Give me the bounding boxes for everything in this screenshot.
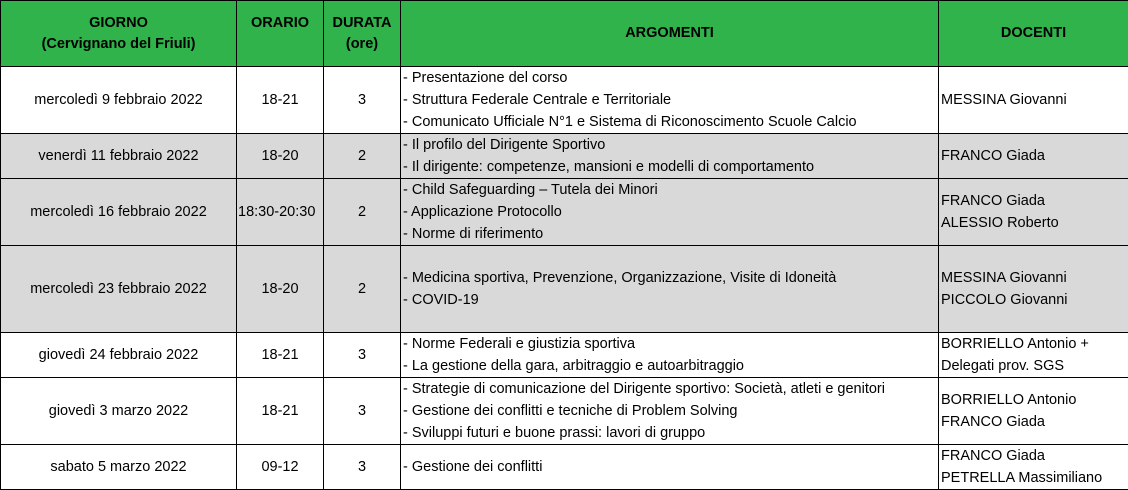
docente-line: ALESSIO Roberto	[941, 212, 1128, 234]
docente-line: PETRELLA Massimiliano	[941, 467, 1128, 489]
cell-durata: 3	[324, 445, 401, 490]
argomento-line: - COVID-19	[403, 289, 938, 311]
cell-durata: 2	[324, 134, 401, 179]
header-durata-sub: (ore)	[324, 34, 400, 55]
cell-giorno: mercoledì 23 febbraio 2022	[1, 246, 237, 333]
argomento-line: - Gestione dei conflitti e tecniche di Problem Solving	[403, 400, 938, 422]
argomento-line: - Il dirigente: competenze, mansioni e modelli di comportamento	[403, 156, 938, 178]
docente-line: BORRIELLO Antonio	[941, 389, 1128, 411]
argomento-line: - Child Safeguarding – Tutela dei Minori	[403, 179, 938, 201]
cell-argomenti	[401, 246, 939, 333]
cell-durata: 2	[324, 246, 401, 333]
header-durata-label: DURATA	[324, 13, 400, 34]
docente-line: MESSINA Giovanni	[941, 267, 1128, 289]
cell-docenti	[939, 246, 1128, 333]
argomento-line: - Applicazione Protocollo	[403, 201, 938, 223]
cell-giorno: sabato 5 marzo 2022	[1, 445, 237, 490]
argomento-line: - Il profilo del Dirigente Sportivo	[403, 134, 938, 156]
docente-line: BORRIELLO Antonio +	[941, 333, 1128, 355]
header-durata	[324, 1, 401, 67]
cell-docenti	[939, 134, 1128, 179]
cell-orario: 18-21	[237, 378, 324, 445]
argomento-line: - Norme Federali e giustizia sportiva	[403, 333, 938, 355]
cell-argomenti	[401, 333, 939, 378]
docente-line: PICCOLO Giovanni	[941, 289, 1128, 311]
cell-argomenti	[401, 445, 939, 490]
cell-argomenti	[401, 179, 939, 246]
cell-orario: 18-20	[237, 246, 324, 333]
header-argomenti: ARGOMENTI	[401, 1, 939, 67]
header-giorno-label: GIORNO	[1, 13, 236, 34]
table-row	[1, 134, 1128, 179]
docente-line: Delegati prov. SGS	[941, 355, 1128, 377]
table-row	[1, 179, 1128, 246]
header-orario: ORARIO	[237, 1, 324, 67]
table-row	[1, 67, 1128, 134]
cell-giorno: mercoledì 9 febbraio 2022	[1, 67, 237, 134]
cell-durata: 3	[324, 67, 401, 134]
argomento-line: - Gestione dei conflitti	[403, 456, 938, 478]
docente-line: FRANCO Giada	[941, 445, 1128, 467]
cell-giorno: venerdì 11 febbraio 2022	[1, 134, 237, 179]
cell-durata: 3	[324, 378, 401, 445]
header-giorno	[1, 1, 237, 67]
cell-docenti	[939, 333, 1128, 378]
header-giorno-sub: (Cervignano del Friuli)	[1, 34, 236, 55]
cell-orario: 18-21	[237, 333, 324, 378]
table-row	[1, 246, 1128, 333]
cell-docenti	[939, 179, 1128, 246]
docente-line: FRANCO Giada	[941, 190, 1128, 212]
cell-docenti	[939, 67, 1128, 134]
argomento-line: - Strategie di comunicazione del Dirigente sportivo: Società, atleti e genitori	[403, 378, 938, 400]
table-row	[1, 333, 1128, 378]
cell-giorno: mercoledì 16 febbraio 2022	[1, 179, 237, 246]
cell-docenti	[939, 378, 1128, 445]
cell-giorno: giovedì 3 marzo 2022	[1, 378, 237, 445]
cell-orario: 18:30-20:30	[237, 179, 324, 246]
argomento-line: - Comunicato Ufficiale N°1 e Sistema di Riconoscimento Scuole Calcio	[403, 111, 938, 133]
cell-argomenti	[401, 378, 939, 445]
cell-durata: 3	[324, 333, 401, 378]
header-docenti: DOCENTI	[939, 1, 1128, 67]
table-row	[1, 378, 1128, 445]
table-row	[1, 445, 1128, 490]
argomento-line: - Norme di riferimento	[403, 223, 938, 245]
docente-line: FRANCO Giada	[941, 145, 1128, 167]
argomento-line: - Presentazione del corso	[403, 67, 938, 89]
header-row	[1, 1, 1128, 67]
cell-orario: 18-21	[237, 67, 324, 134]
cell-giorno: giovedì 24 febbraio 2022	[1, 333, 237, 378]
argomento-line: - Struttura Federale Centrale e Territoriale	[403, 89, 938, 111]
docente-line: MESSINA Giovanni	[941, 89, 1128, 111]
cell-orario: 09-12	[237, 445, 324, 490]
cell-argomenti	[401, 67, 939, 134]
argomento-line: - La gestione della gara, arbitraggio e autoarbitraggio	[403, 355, 938, 377]
cell-argomenti	[401, 134, 939, 179]
argomento-line: - Sviluppi futuri e buone prassi: lavori di gruppo	[403, 422, 938, 444]
argomento-line: - Medicina sportiva, Prevenzione, Organizzazione, Visite di Idoneità	[403, 267, 938, 289]
cell-durata: 2	[324, 179, 401, 246]
docente-line: FRANCO Giada	[941, 411, 1128, 433]
cell-docenti	[939, 445, 1128, 490]
cell-orario: 18-20	[237, 134, 324, 179]
